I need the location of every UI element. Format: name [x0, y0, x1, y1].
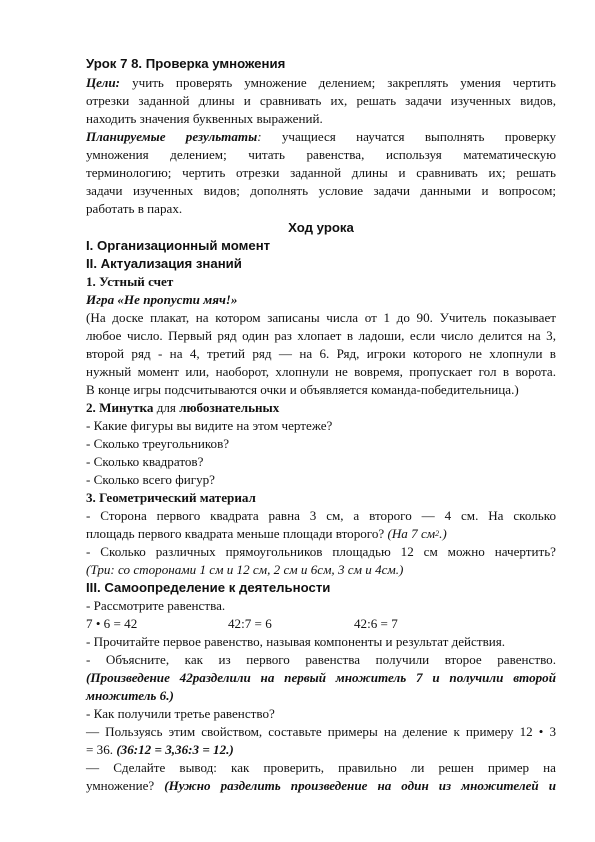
curious-line-3: - Сколько квадратов?	[86, 454, 204, 469]
self-line-7: — Сделайте вывод: как проверить, правильно ли решен пример на	[86, 760, 556, 775]
subsection-1-heading: 1. Устный счет	[86, 274, 174, 289]
results-line-1: Планируемые результаты: учащиеся научатся выполнять проверку	[86, 129, 557, 144]
results-line-2: умножения делением; читать равенства, используя математическую	[86, 147, 556, 162]
self-line-6: = 36. (36:12 = 3,36:3 = 12.)	[86, 742, 234, 757]
self-line-4: - Как получили третье равенство?	[86, 706, 275, 721]
curious-line-2: - Сколько треугольников?	[86, 436, 230, 451]
equation-2: 42:7 = 6	[228, 616, 272, 631]
geo-line-2: площадь первого квадрата меньше площади второго? (На 7 $см^2$.)	[86, 526, 447, 541]
equation-1: 7 • 6 = 42	[86, 616, 138, 631]
game-line-1: (На доске плакат, на котором записаны числа от 1 до 90. Учитель показывает	[86, 310, 556, 325]
self-answer-1: (Произведение 42разделили на первый множитель 7 и получили второй	[86, 670, 556, 685]
results-line-5: работать в парах.	[86, 201, 183, 216]
geo-line-3: - Сколько различных прямоугольников площадью 12 см можно начертить?	[86, 544, 556, 559]
self-line-2: - Прочитайте первое равенство, называя компоненты и результат действия.	[86, 634, 506, 649]
self-line-5: — Пользуясь этим свойством, составьте примеры на деление к примеру 12 • 3	[86, 724, 556, 739]
geo-answer: (На 7 $см^2$.)	[384, 526, 447, 541]
self-line-3: - Объясните, как из первого равенства получили второе равенство.	[86, 652, 556, 667]
results-label: Планируемые результаты	[86, 129, 258, 144]
results-line-3: терминологию; чертить отрезки заданной длины и сравнивать их; решать	[86, 165, 556, 180]
lesson-heading: Ход урока	[288, 220, 354, 235]
curious-line-1: - Какие фигуры вы видите на этом чертеже?	[86, 418, 333, 433]
geo-line-1: - Сторона первого квадрата равна 3 см, а второго — 4 см. На сколько	[86, 508, 556, 523]
section-1-heading: I. Организационный момент	[86, 238, 271, 253]
goals-label: Цели:	[86, 75, 121, 90]
goals-line-1: Цели: учить проверять умножение делением; закреплять умения чертить	[86, 75, 556, 90]
subsection-3-heading: 3. Геометрический материал	[86, 490, 256, 505]
game-line-3: второй ряд - на 4, третий ряд — на 6. Ряд, игроки которого не хлопнули в	[86, 346, 556, 361]
curious-line-4: - Сколько всего фигур?	[86, 472, 215, 487]
section-3-heading: III. Самоопределение к деятельности	[86, 580, 331, 595]
game-title: Игра «Не пропусти мяч!»	[86, 292, 238, 307]
equation-3: 42:6 = 7	[354, 616, 398, 631]
results-line-4: задачи изученных видов; дополнять условие задачи данными и вопросом;	[86, 183, 556, 198]
equations-row	[86, 616, 556, 633]
game-line-5: В конце игры подсчитываются очки и объявляется команда-победительница.)	[86, 382, 519, 397]
self-line-8: умножение? (Нужно разделить произведение на один из множителей и	[86, 778, 556, 793]
subsection-2-heading: 2. Минутка для любознательных	[86, 400, 280, 415]
section-2-heading: II. Актуализация знаний	[86, 256, 242, 271]
game-line-4: нужный момент или, наоборот, хлопнули не вовремя, пропускает гол в ворота.	[86, 364, 556, 379]
game-line-2: любое число. Первый ряд один раз хлопает в ладоши, если число делится на 3,	[86, 328, 556, 343]
self-answer-2: множитель 6.)	[86, 688, 174, 703]
goals-line-3: находить значения буквенных выражений.	[86, 111, 323, 126]
geo-answer-2: (Три: со сторонами 1 см и 12 см, 2 см и 6см, 3 см и 4см.)	[86, 562, 404, 577]
self-line-1: - Рассмотрите равенства.	[86, 598, 226, 613]
goals-line-2: отрезки заданной длины и сравнивать их, решать задачи изученных видов,	[86, 93, 556, 108]
lesson-title: Урок 7 8. Проверка умножения	[86, 56, 286, 71]
